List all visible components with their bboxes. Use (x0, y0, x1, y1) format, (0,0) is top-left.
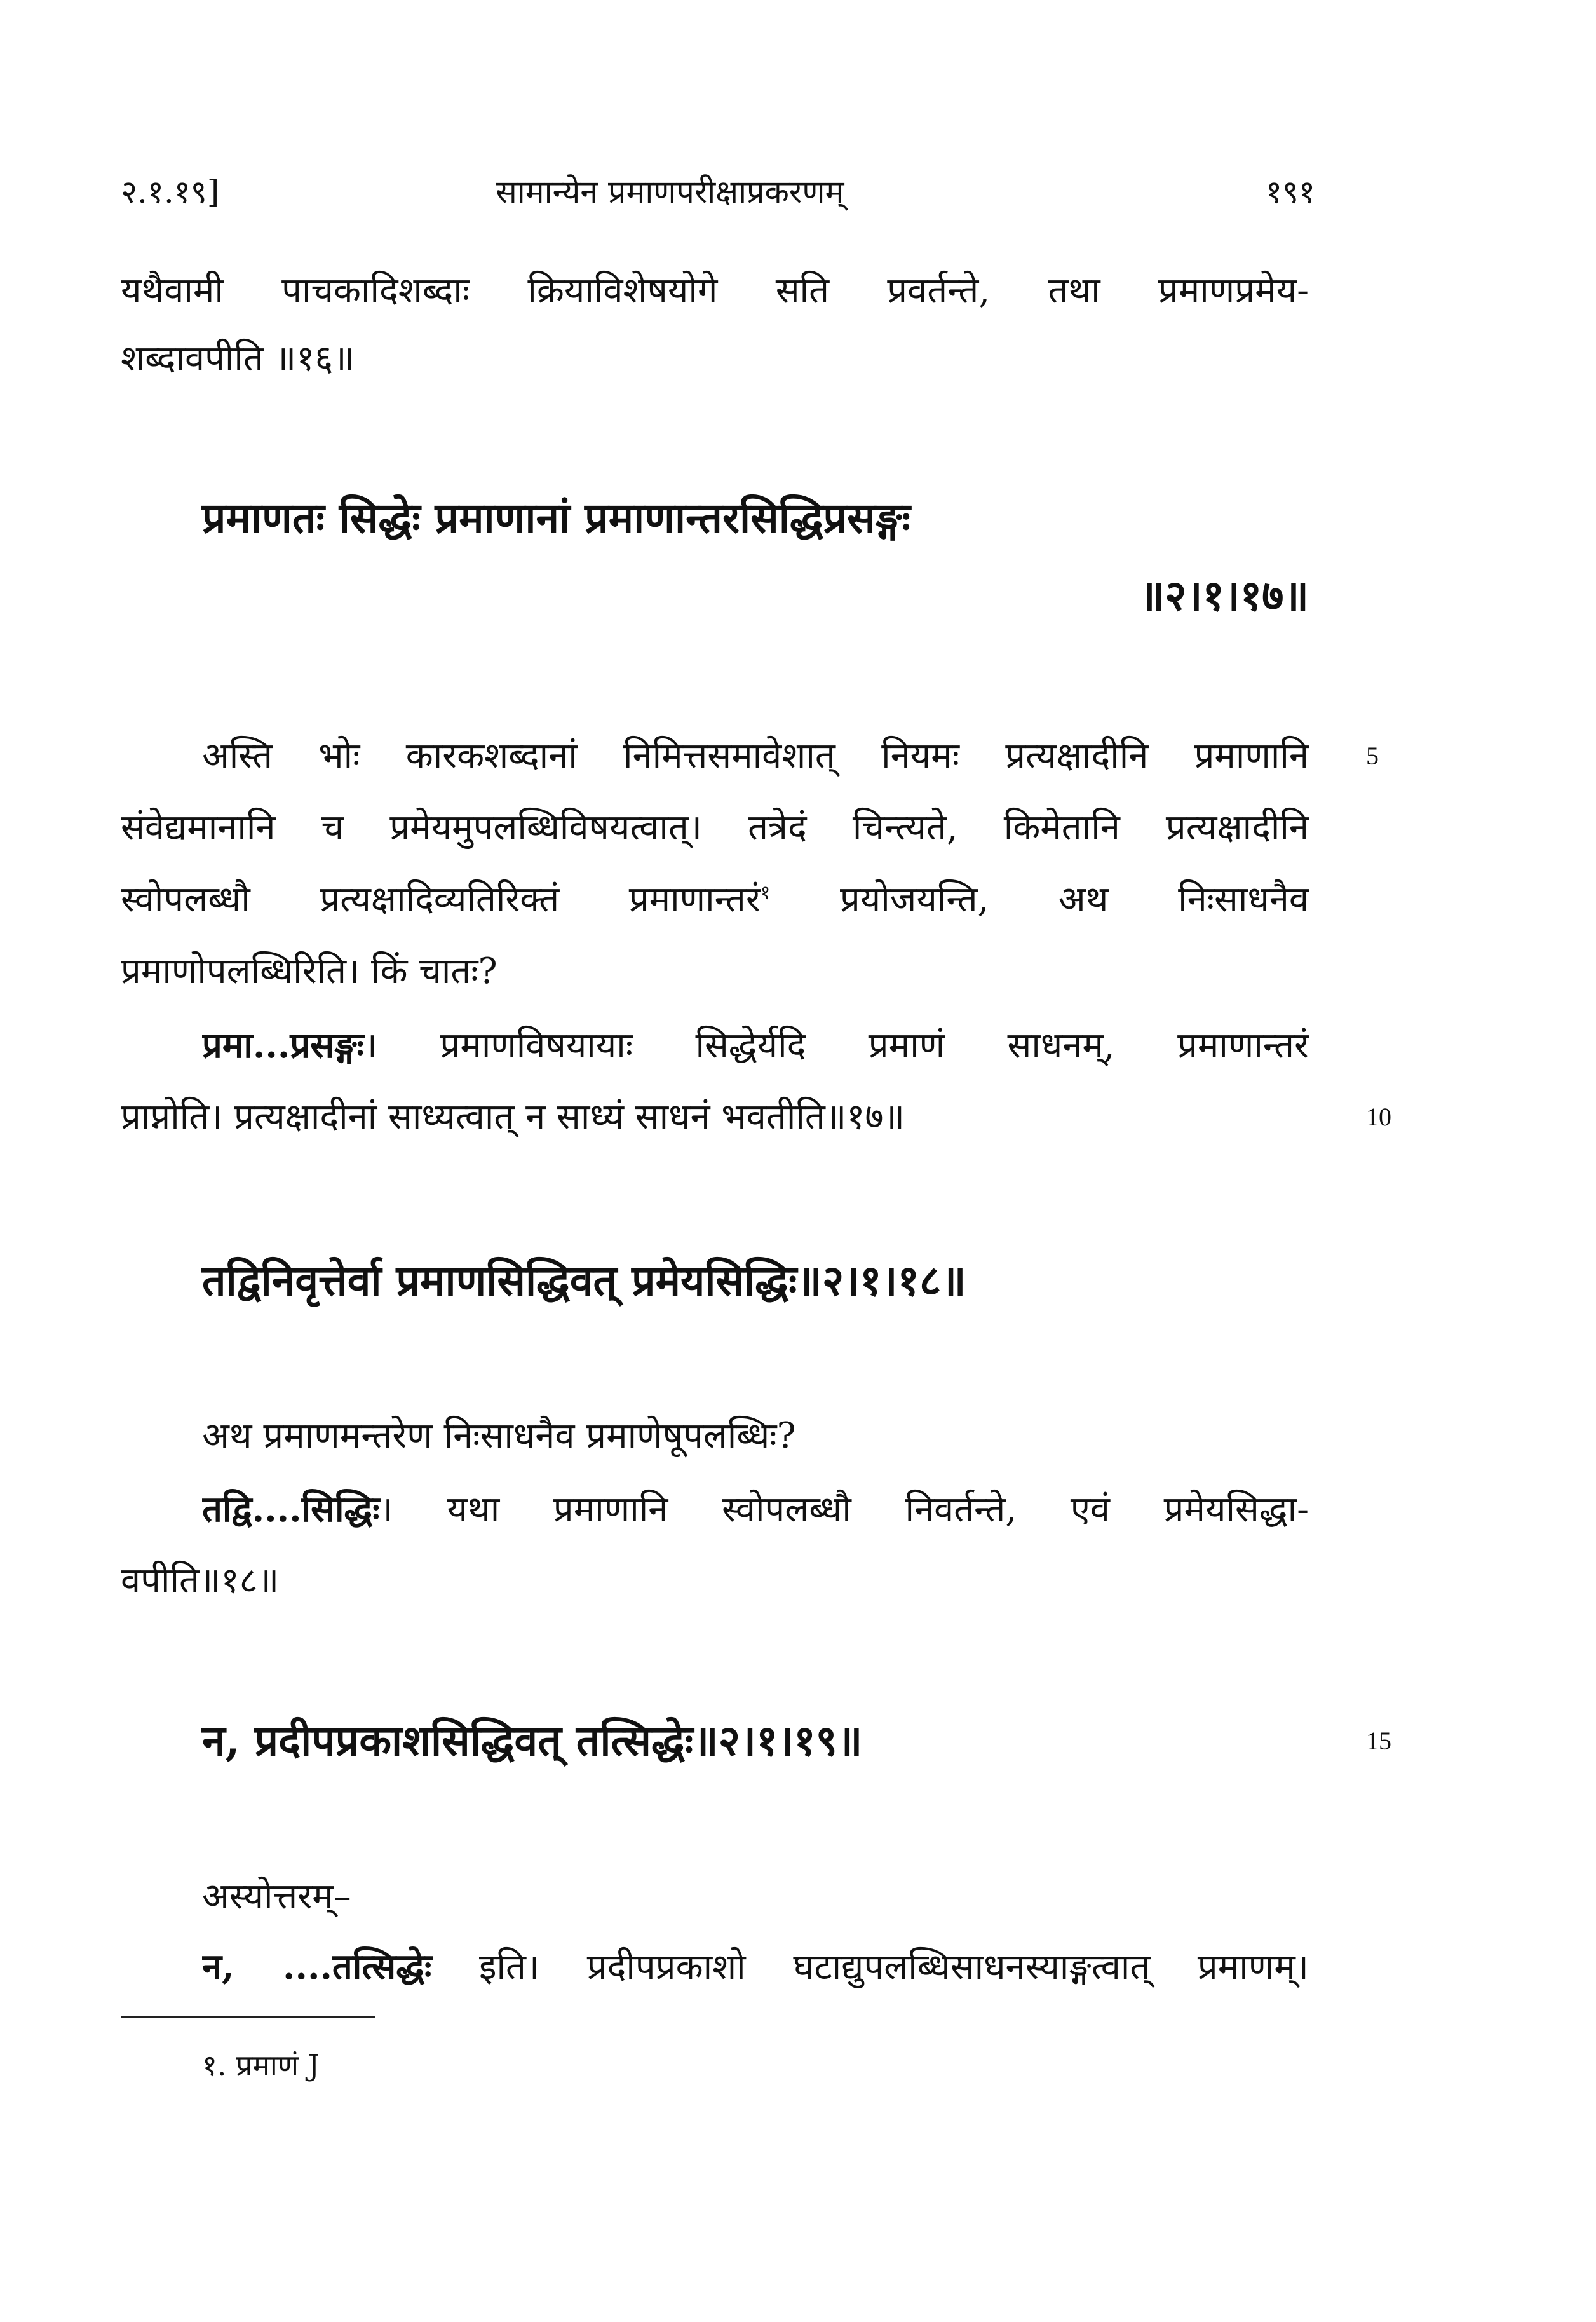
para2-line1: अस्ति भोः कारकशब्दानां निमित्तसमावेशात् नियमः प्रत्यक्षादीनि प्रमाणानि (202, 735, 1309, 777)
para2-line3-text-b: प्रयोजयन्ति, अथ निःसाधनैव (770, 879, 1309, 920)
para3-line1-text: । प्रमाणविषयायाः सिद्धेर्यदि प्रमाणं साधनम्, प्रमाणान्तरं (363, 1025, 1309, 1066)
line-number-10: 10 (1366, 1103, 1391, 1131)
para7-line1-text: इति। प्रदीपप्रकाशो घटाद्युपलब्धिसाधनस्याङ्गत्वात् प्रमाणम्। (431, 1946, 1309, 1988)
para3-line1 (202, 1014, 1309, 1078)
line-number-15: 15 (1366, 1727, 1391, 1755)
para4-line1: अथ प्रमाणमन्तरेण निःसाधनैव प्रमाणेषूपलब्धिः? (202, 1415, 796, 1456)
footnote-1: १. प्रमाणं J (202, 2048, 320, 2082)
running-header (121, 166, 1315, 217)
para1-line1: यथैवामी पाचकादिशब्दाः क्रियाविशेषयोगे सति प्रवर्तन्ते, तथा प्रमाणप्रमेय- (121, 270, 1309, 311)
para7-lemma: न, ....तत्सिद्धेः (202, 1946, 432, 1988)
sutra-17-number: ॥२।१।१७॥ (1139, 571, 1309, 620)
para2-line4: प्रमाणोपलब्धिरिति। किं चातः? (121, 951, 497, 992)
sutra-19-text: न, प्रदीपप्रकाशसिद्धिवत् तत्सिद्धेः॥२।१।१९॥ (202, 1716, 863, 1765)
para2-line3 (121, 868, 1309, 932)
para2-line3-text-a: स्वोपलब्धौ प्रत्यक्षादिव्यतिरिक्तं प्रमाणान्तरं (121, 879, 761, 920)
footnote-divider (121, 2016, 375, 2018)
line-number-5: 5 (1366, 742, 1379, 770)
para1-line2: शब्दावपीति ॥१६॥ (121, 338, 355, 379)
para6-line1: अस्योत्तरम्– (202, 1876, 351, 1917)
para3-lemma: प्रमा...प्रसङ्गः (202, 1024, 364, 1066)
footnote-ref-1: १ (760, 881, 771, 904)
para5-line1-text: । यथा प्रमाणानि स्वोपलब्धौ निवर्तन्ते, एवं प्रमेयसिद्धा- (379, 1489, 1309, 1530)
para5-lemma: तद्वि....सिद्धिः (202, 1488, 380, 1530)
para7-line1 (202, 1935, 1309, 1999)
para2-line2: संवेद्यमानानि च प्रमेयमुपलब्धिविषयत्वात्। तत्रेदं चिन्त्यते, किमेतानि प्रत्यक्षादीनि (121, 807, 1309, 848)
header-title: सामान्येन प्रमाणपरीक्षाप्रकरणम् (496, 173, 844, 210)
para5-line2: वपीति॥१८॥ (121, 1560, 280, 1601)
para3-line2: प्राप्नोति। प्रत्यक्षादीनां साध्यत्वात् न साध्यं साधनं भवतीति॥१७॥ (121, 1096, 905, 1137)
header-verse-ref: २.१.१९] (121, 173, 220, 210)
sutra-17-text: प्रमाणतः सिद्धेः प्रमाणानां प्रमाणान्तरसिद्धिप्रसङ्गः (202, 493, 910, 543)
para5-line1 (202, 1477, 1309, 1542)
header-page-number: १९१ (1266, 173, 1315, 210)
sutra-18-text: तद्विनिवृत्तेर्वा प्रमाणसिद्धिवत् प्रमेयसिद्धिः॥२।१।१८॥ (202, 1256, 966, 1305)
